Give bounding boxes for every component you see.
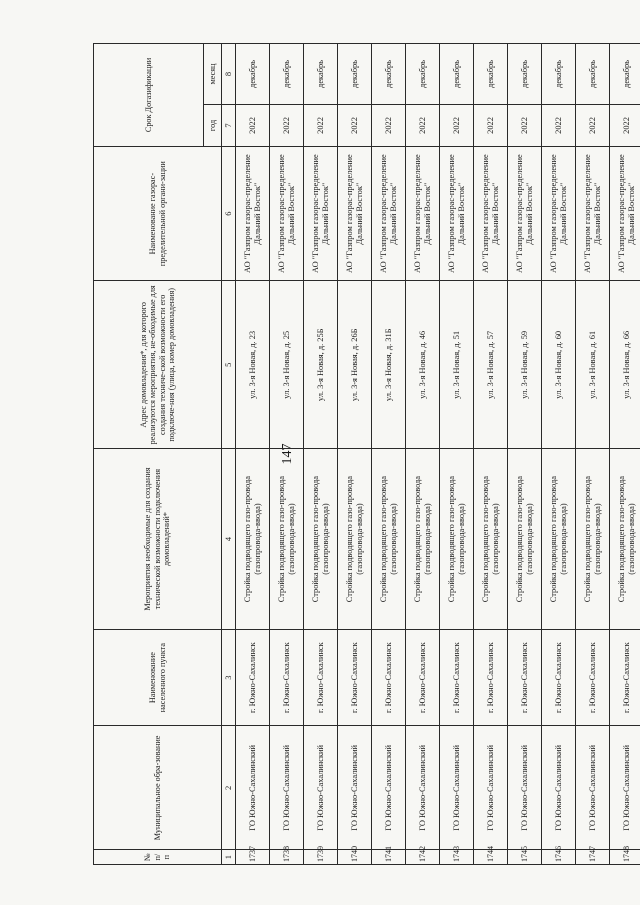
municipality-cell: ГО Южно-Сахалинский bbox=[474, 726, 508, 850]
column-number: 6 bbox=[222, 146, 236, 280]
address-cell: ул. 3-я Новая, д. 59 bbox=[508, 281, 542, 449]
measure-cell: Стройка подводящего газо-провода (газопровода-ввода) bbox=[474, 449, 508, 630]
measure-cell: Стройка подводящего газо-провода (газопровода-ввода) bbox=[304, 449, 338, 630]
organization-cell: АО "Газпром газорас-пределение Дальний Восток" bbox=[338, 146, 372, 280]
year-cell: 2022 bbox=[576, 104, 610, 146]
municipality-cell: ГО Южно-Сахалинский bbox=[576, 726, 610, 850]
table-row bbox=[338, 44, 372, 865]
address-cell: ул. 3-я Новая, д. 25Б bbox=[304, 281, 338, 449]
row-number: 1742 bbox=[406, 850, 440, 865]
municipality-cell: ГО Южно-Сахалинский bbox=[406, 726, 440, 850]
measure-cell: Стройка подводящего газо-провода (газопровода-ввода) bbox=[576, 449, 610, 630]
row-number: 1739 bbox=[304, 850, 338, 865]
address-cell: ул. 3-я Новая, д. 26Б bbox=[338, 281, 372, 449]
organization-cell: АО "Газпром газорас-пределение Дальний Восток" bbox=[372, 146, 406, 280]
municipality-cell: ГО Южно-Сахалинский bbox=[304, 726, 338, 850]
column-number: 7 bbox=[222, 104, 236, 146]
settlement-cell: г. Южно-Сахалинск bbox=[508, 629, 542, 726]
organization-cell: АО "Газпром газорас-пределение Дальний Восток" bbox=[236, 146, 270, 280]
address-cell: ул. 3-я Новая, д. 25 bbox=[270, 281, 304, 449]
table-row bbox=[406, 44, 440, 865]
settlement-cell: г. Южно-Сахалинск bbox=[270, 629, 304, 726]
table-body bbox=[236, 44, 640, 865]
municipality-cell: ГО Южно-Сахалинский bbox=[440, 726, 474, 850]
header-number: № п/п bbox=[94, 850, 222, 865]
year-cell: 2022 bbox=[474, 104, 508, 146]
row-number: 1741 bbox=[372, 850, 406, 865]
table-row bbox=[610, 44, 640, 865]
column-number: 8 bbox=[222, 44, 236, 105]
header-settlement: Наименование населенного пункта bbox=[94, 629, 222, 726]
month-cell: декабрь bbox=[338, 44, 372, 105]
municipality-cell: ГО Южно-Сахалинский bbox=[508, 726, 542, 850]
year-cell: 2022 bbox=[542, 104, 576, 146]
year-cell: 2022 bbox=[440, 104, 474, 146]
row-number: 1745 bbox=[508, 850, 542, 865]
gasification-table bbox=[93, 43, 640, 865]
month-cell: декабрь bbox=[542, 44, 576, 105]
row-number: 1747 bbox=[576, 850, 610, 865]
address-cell: ул. 3-я Новая, д. 57 bbox=[474, 281, 508, 449]
organization-cell: АО "Газпром газорас-пределение Дальний Восток" bbox=[474, 146, 508, 280]
header-deadline: Срок Догазификации bbox=[94, 44, 204, 147]
row-number: 1743 bbox=[440, 850, 474, 865]
table-row bbox=[440, 44, 474, 865]
measure-cell: Стройка подводящего газо-провода (газопровода-ввода) bbox=[270, 449, 304, 630]
table-row bbox=[372, 44, 406, 865]
address-cell: ул. 3-я Новая, д. 66 bbox=[610, 281, 640, 449]
address-cell: ул. 3-я Новая, д. 46 bbox=[406, 281, 440, 449]
year-cell: 2022 bbox=[270, 104, 304, 146]
measure-cell: Стройка подводящего газо-провода (газопровода-ввода) bbox=[236, 449, 270, 630]
organization-cell: АО "Газпром газорас-пределение Дальний Восток" bbox=[304, 146, 338, 280]
organization-cell: АО "Газпром газорас-пределение Дальний Восток" bbox=[440, 146, 474, 280]
organization-cell: АО "Газпром газорас-пределение Дальний Восток" bbox=[576, 146, 610, 280]
month-cell: декабрь bbox=[610, 44, 640, 105]
measure-cell: Стройка подводящего газо-провода (газопровода-ввода) bbox=[440, 449, 474, 630]
settlement-cell: г. Южно-Сахалинск bbox=[610, 629, 640, 726]
municipality-cell: ГО Южно-Сахалинский bbox=[610, 726, 640, 850]
organization-cell: АО "Газпром газорас-пределение Дальний Восток" bbox=[508, 146, 542, 280]
page-number: 147 bbox=[280, 443, 295, 465]
year-cell: 2022 bbox=[304, 104, 338, 146]
address-cell: ул. 3-я Новая, д. 23 bbox=[236, 281, 270, 449]
municipality-cell: ГО Южно-Сахалинский bbox=[338, 726, 372, 850]
row-number: 1744 bbox=[474, 850, 508, 865]
year-cell: 2022 bbox=[236, 104, 270, 146]
settlement-cell: г. Южно-Сахалинск bbox=[304, 629, 338, 726]
settlement-cell: г. Южно-Сахалинск bbox=[474, 629, 508, 726]
column-number-row bbox=[222, 44, 236, 865]
column-number: 3 bbox=[222, 629, 236, 726]
table-row bbox=[542, 44, 576, 865]
settlement-cell: г. Южно-Сахалинск bbox=[406, 629, 440, 726]
header-address: Адрес домовладения*, для которого реализуются мероприятия, не-обходимые для создания техниче-ской возможности его подключе-ния (улица, номер домовладения) bbox=[94, 281, 222, 449]
rotated-table-container bbox=[93, 43, 636, 865]
month-cell: декабрь bbox=[304, 44, 338, 105]
settlement-cell: г. Южно-Сахалинск bbox=[372, 629, 406, 726]
header-measures: Мероприятия необходимые для создания технической возможности подключения домовладений* bbox=[94, 449, 222, 630]
month-cell: декабрь bbox=[406, 44, 440, 105]
measure-cell: Стройка подводящего газо-провода (газопровода-ввода) bbox=[338, 449, 372, 630]
measure-cell: Стройка подводящего газо-провода (газопровода-ввода) bbox=[508, 449, 542, 630]
municipality-cell: ГО Южно-Сахалинский bbox=[372, 726, 406, 850]
organization-cell: АО "Газпром газорас-пределение Дальний Восток" bbox=[270, 146, 304, 280]
row-number: 1738 bbox=[270, 850, 304, 865]
settlement-cell: г. Южно-Сахалинск bbox=[576, 629, 610, 726]
row-number: 1740 bbox=[338, 850, 372, 865]
table-row bbox=[474, 44, 508, 865]
year-cell: 2022 bbox=[372, 104, 406, 146]
header-month: месяц bbox=[204, 44, 222, 105]
month-cell: декабрь bbox=[372, 44, 406, 105]
year-cell: 2022 bbox=[610, 104, 640, 146]
row-number: 1746 bbox=[542, 850, 576, 865]
header-municipality: Муниципальное обра-зование bbox=[94, 726, 222, 850]
measure-cell: Стройка подводящего газо-провода (газопровода-ввода) bbox=[406, 449, 440, 630]
settlement-cell: г. Южно-Сахалинск bbox=[338, 629, 372, 726]
month-cell: декабрь bbox=[474, 44, 508, 105]
settlement-cell: г. Южно-Сахалинск bbox=[440, 629, 474, 726]
header-organization: Наименование газорас-пределительной органи-зации bbox=[94, 146, 222, 280]
column-number: 2 bbox=[222, 726, 236, 850]
municipality-cell: ГО Южно-Сахалинский bbox=[270, 726, 304, 850]
row-number: 1748 bbox=[610, 850, 640, 865]
table-row bbox=[270, 44, 304, 865]
column-number: 4 bbox=[222, 449, 236, 630]
organization-cell: АО "Газпром газорас-пределение Дальний Восток" bbox=[610, 146, 640, 280]
settlement-cell: г. Южно-Сахалинск bbox=[542, 629, 576, 726]
address-cell: ул. 3-я Новая, д. 31Б bbox=[372, 281, 406, 449]
organization-cell: АО "Газпром газорас-пределение Дальний Восток" bbox=[542, 146, 576, 280]
header-year: год bbox=[204, 104, 222, 146]
measure-cell: Стройка подводящего газо-провода (газопровода-ввода) bbox=[610, 449, 640, 630]
month-cell: декабрь bbox=[236, 44, 270, 105]
table-row bbox=[508, 44, 542, 865]
address-cell: ул. 3-я Новая, д. 61 bbox=[576, 281, 610, 449]
table-row bbox=[576, 44, 610, 865]
organization-cell: АО "Газпром газорас-пределение Дальний Восток" bbox=[406, 146, 440, 280]
month-cell: декабрь bbox=[440, 44, 474, 105]
municipality-cell: ГО Южно-Сахалинский bbox=[542, 726, 576, 850]
month-cell: декабрь bbox=[270, 44, 304, 105]
row-number: 1737 bbox=[236, 850, 270, 865]
settlement-cell: г. Южно-Сахалинск bbox=[236, 629, 270, 726]
column-number: 5 bbox=[222, 281, 236, 449]
month-cell: декабрь bbox=[576, 44, 610, 105]
table-row bbox=[304, 44, 338, 865]
column-number: 1 bbox=[222, 850, 236, 865]
measure-cell: Стройка подводящего газо-провода (газопровода-ввода) bbox=[542, 449, 576, 630]
table-row bbox=[236, 44, 270, 865]
address-cell: ул. 3-я Новая, д. 51 bbox=[440, 281, 474, 449]
address-cell: ул. 3-я Новая, д. 60 bbox=[542, 281, 576, 449]
year-cell: 2022 bbox=[338, 104, 372, 146]
municipality-cell: ГО Южно-Сахалинский bbox=[236, 726, 270, 850]
month-cell: декабрь bbox=[508, 44, 542, 105]
year-cell: 2022 bbox=[508, 104, 542, 146]
measure-cell: Стройка подводящего газо-провода (газопровода-ввода) bbox=[372, 449, 406, 630]
year-cell: 2022 bbox=[406, 104, 440, 146]
